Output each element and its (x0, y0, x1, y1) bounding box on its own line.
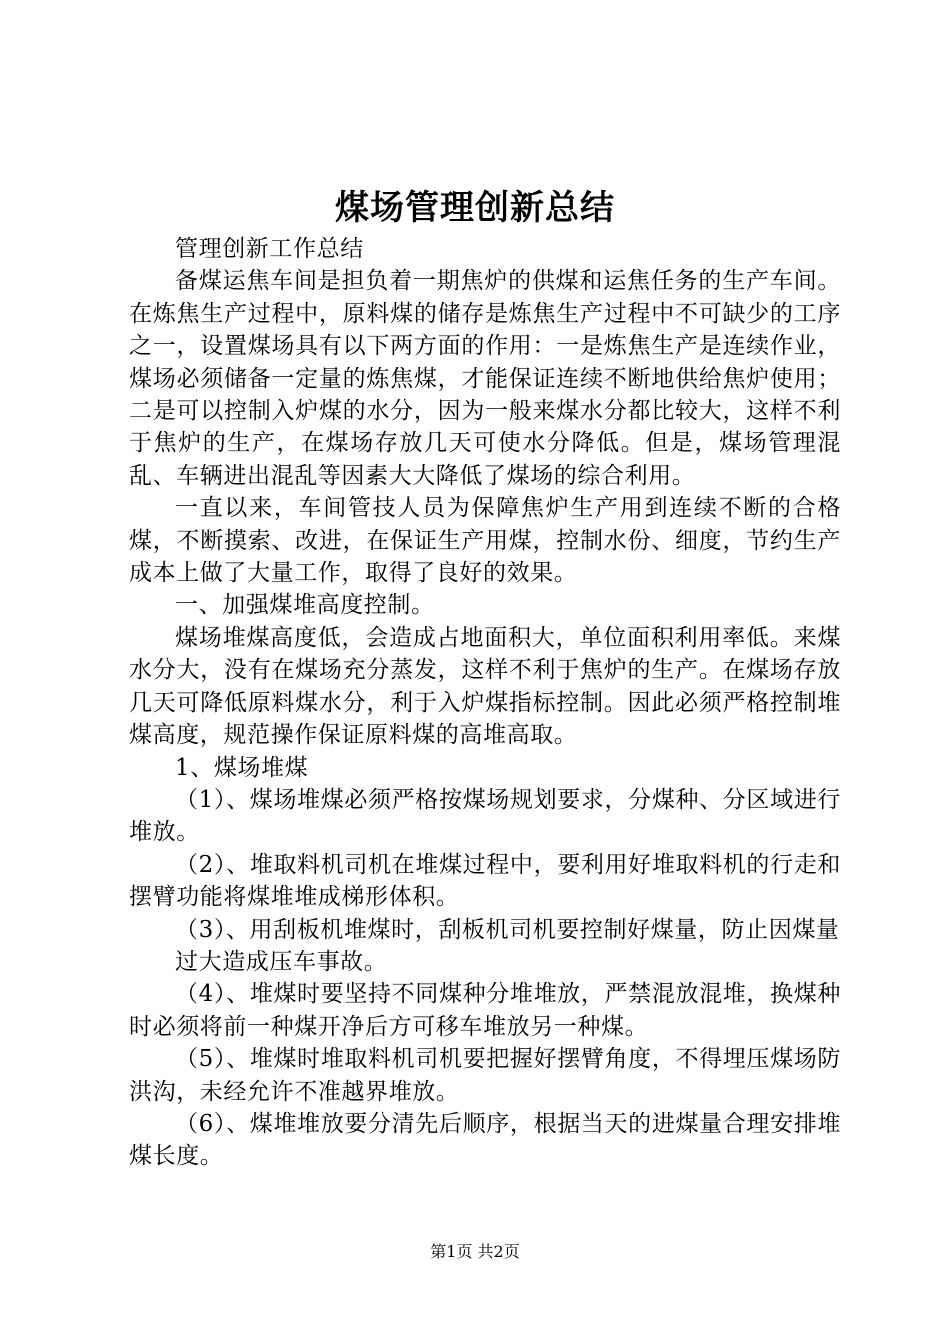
paragraph-heading: 管理创新工作总结 (175, 236, 364, 262)
document-body (129, 233, 841, 1173)
list-item-2: （2）、堆取料机司机在堆煤过程中，要利用好堆取料机的行走和摆臂功能将煤堆堆成梯形体积。 (129, 851, 841, 911)
subsection-heading-1: 1、煤场堆煤 (175, 754, 309, 781)
section-heading-1: 一、加强煤堆高度控制。 (175, 592, 435, 619)
page-footer: 第1页 共2页 (430, 1242, 520, 1261)
paragraph-height-control: 煤场堆煤高度低，会造成占地面积大，单位面积利用率低。来煤水分大，没有在煤场充分蒸发，这样不利于焦炉的生产。在煤场存放几天可降低原料煤水分，利于入炉煤指标控制。因此必须严格控制堆煤高度，规范操作保证原料煤的高堆高取。 (129, 624, 841, 749)
document-title: 煤场管理创新总结 (335, 188, 615, 228)
list-item-1: （1）、煤场堆煤必须严格按煤场规划要求，分煤种、分区域进行堆放。 (129, 786, 841, 846)
list-item-5: （5）、堆煤时堆取料机司机要把握好摆臂角度，不得埋压煤场防洪沟，未经允许不准越界堆放。 (129, 1046, 841, 1105)
list-item-4: （4）、堆煤时要坚持不同煤种分堆堆放，严禁混放混堆，换煤种时必须将前一种煤开净后方可移车堆放另一种煤。 (129, 981, 841, 1040)
paragraph-summary: 一直以来，车间管技人员为保障焦炉生产用到连续不断的合格煤，不断摸索、改进，在保证生产用煤，控制水份、细度，节约生产成本上做了大量工作，取得了良好的效果。 (129, 495, 841, 587)
paragraph-intro: 备煤运焦车间是担负着一期焦炉的供煤和运焦任务的生产车间。在炼焦生产过程中，原料煤的储存是炼焦生产过程中不可缺少的工序之一，设置煤场具有以下两方面的作用：一是炼焦生产是连续作业，煤场必须储备一定量的炼焦煤，才能保证连续不断地供给焦炉使用；二是可以控制入炉煤的水分，因为一般来煤水分都比较大，这样不利于焦炉的生产，在煤场存放几天可使水分降低。但是，煤场管理混乱、车辆进出混乱等因素大大降低了煤场的综合利用。 (129, 268, 841, 489)
list-item-3-continued: 过大造成压车事故。 (175, 948, 388, 975)
list-item-6: （6）、煤堆堆放要分清先后顺序，根据当天的进煤量合理安排堆煤长度。 (129, 1110, 841, 1170)
list-item-3: （3）、用刮板机堆煤时，刮板机司机要控制好煤量，防止因煤量 (175, 916, 840, 943)
